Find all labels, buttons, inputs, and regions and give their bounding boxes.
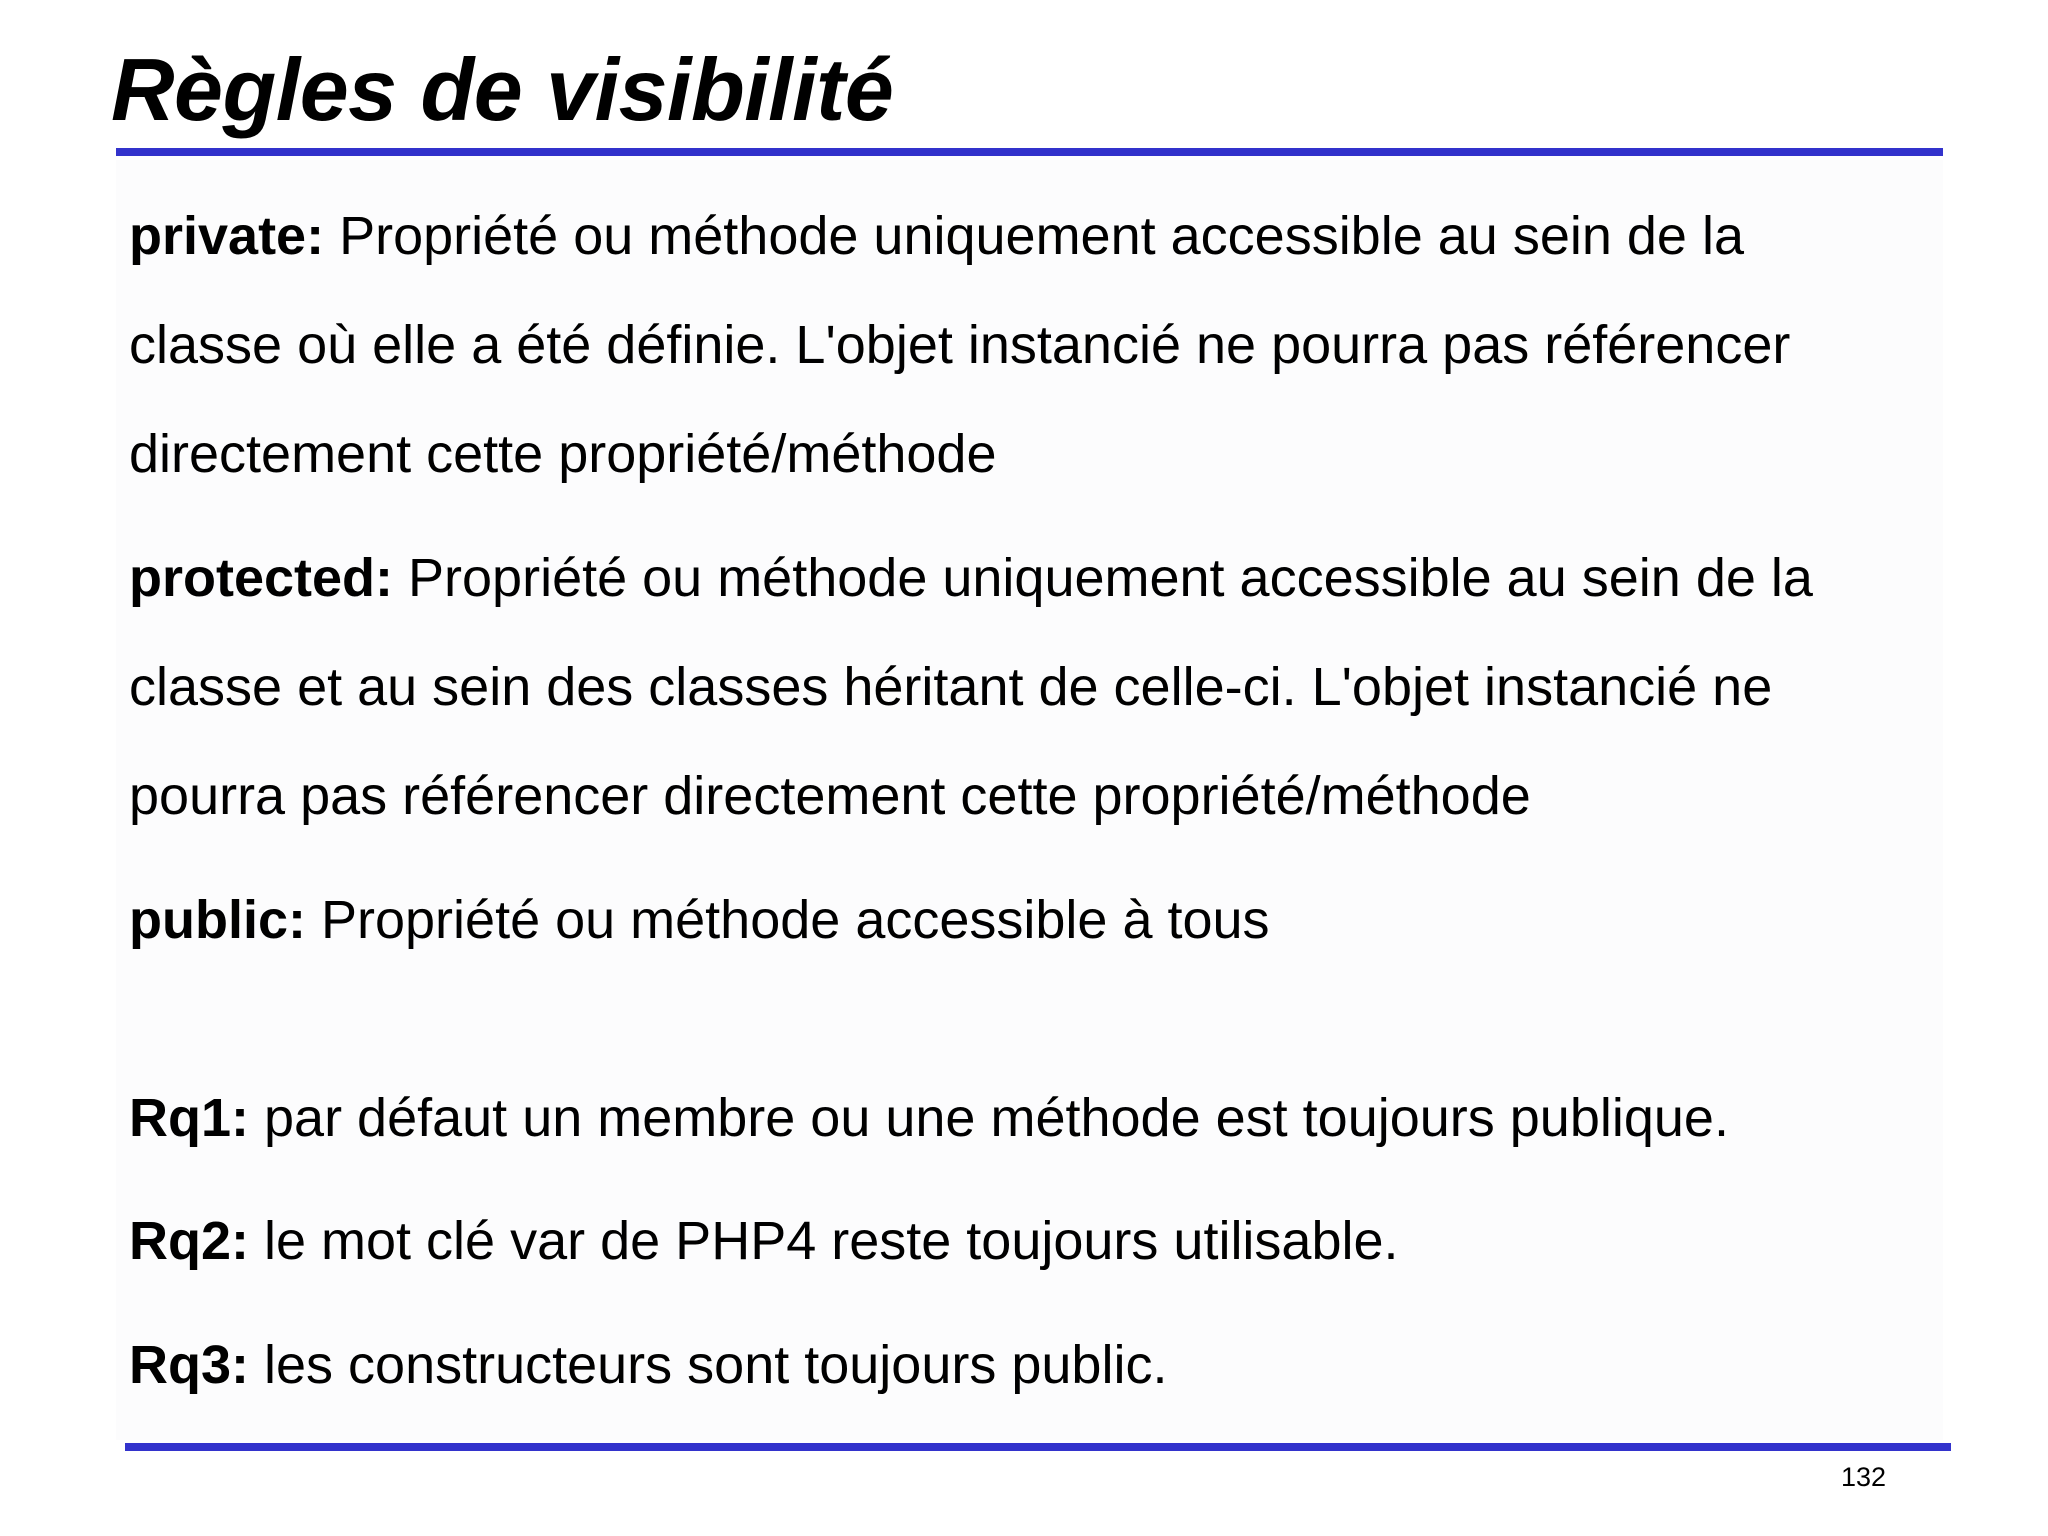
remark-2 [129, 1211, 1399, 1271]
remark-text: les constructeurs sont toujours public. [249, 1335, 1168, 1395]
public-definition [129, 890, 1270, 950]
definition-text: Propriété ou méthode uniquement accessible au sein de la [393, 548, 1813, 608]
page-number: 132 [1841, 1462, 1887, 1492]
slide-title: Règles de visibilité [111, 40, 894, 139]
keyword-protected: protected: [129, 548, 394, 608]
remark-label: Rq1: [129, 1088, 249, 1148]
definition-text: Propriété ou méthode accessible à tous [305, 890, 1270, 950]
private-definition-line-2: classe où elle a été définie. L'objet instancié ne pourra pas référencer [129, 315, 1791, 375]
remark-label: Rq3: [129, 1335, 249, 1395]
keyword-public: public: [129, 890, 306, 950]
protected-definition-line-1 [129, 548, 1813, 608]
remark-label: Rq2: [129, 1211, 249, 1271]
remark-text: le mot clé var de PHP4 reste toujours utilisable. [249, 1211, 1399, 1271]
private-definition-line-1 [129, 206, 1744, 266]
title-divider [116, 148, 1943, 156]
protected-definition-line-3: pourra pas référencer directement cette propriété/méthode [129, 766, 1531, 826]
protected-definition-line-2: classe et au sein des classes héritant de celle-ci. L'objet instancié ne [129, 657, 1773, 717]
remark-1 [129, 1088, 1729, 1148]
remark-text: par défaut un membre ou une méthode est toujours publique. [249, 1088, 1729, 1148]
definition-text: Propriété ou méthode uniquement accessible au sein de la [324, 206, 1744, 266]
footer-divider [125, 1443, 1951, 1451]
remark-3 [129, 1335, 1168, 1395]
private-definition-line-3: directement cette propriété/méthode [129, 424, 997, 484]
keyword-private: private: [129, 206, 325, 266]
